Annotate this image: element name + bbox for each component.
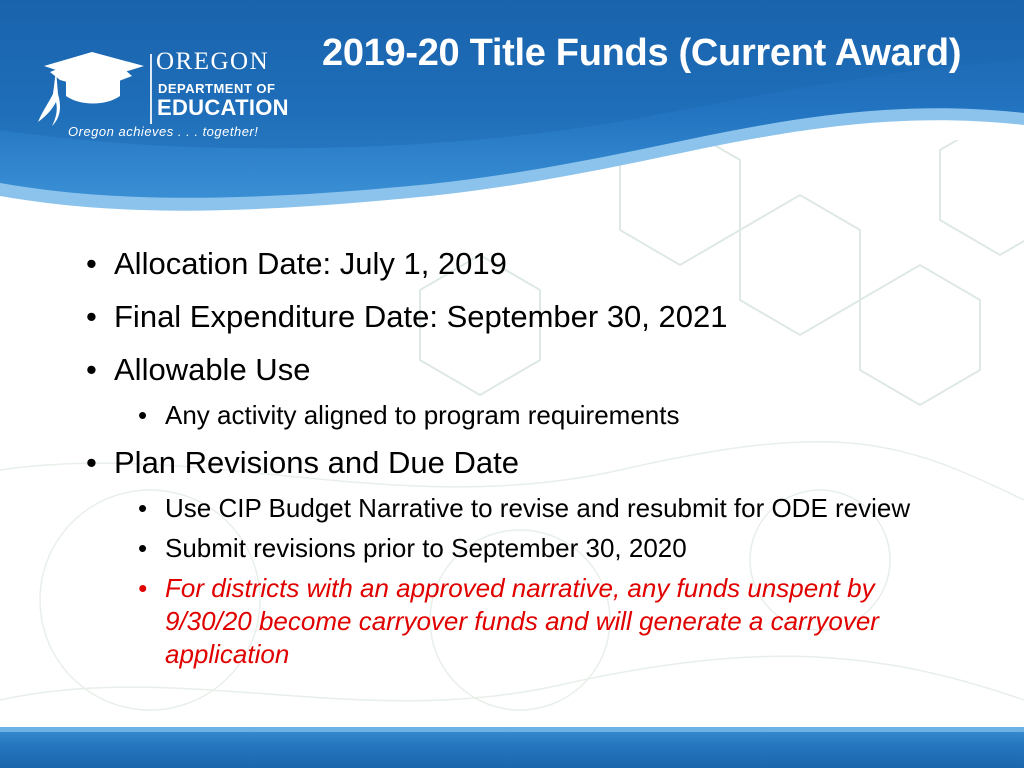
bullet-text: Allocation Date: July 1, 2019 <box>114 246 507 281</box>
bullet-list <box>86 242 966 671</box>
bullet-allocation-date <box>86 242 966 286</box>
sub-bullet-any-activity <box>86 399 966 432</box>
slide-title: 2019-20 Title Funds (Current Award) <box>322 32 962 74</box>
sub-bullet-submit-revisions <box>86 532 966 565</box>
logo-department-text: DEPARTMENT OF <box>158 81 276 96</box>
bullet-final-expenditure-date <box>86 295 966 339</box>
sub-bullet-carryover-note <box>86 572 966 671</box>
logo-divider <box>150 54 152 124</box>
bullet-dot: • <box>86 445 97 480</box>
bullet-dot: • <box>86 246 97 281</box>
bullet-dot: • <box>86 299 97 334</box>
bullet-text: Allowable Use <box>114 352 311 387</box>
logo-education-text: EDUCATION <box>157 95 289 120</box>
bullet-plan-revisions <box>86 441 966 485</box>
bullet-text: Final Expenditure Date: September 30, 2021 <box>114 299 728 334</box>
sub-bullet-use-cip <box>86 492 966 525</box>
bullet-text: Submit revisions prior to September 30, 2020 <box>165 533 687 563</box>
bullet-dot: • <box>138 493 148 523</box>
logo-oregon-text: OREGON <box>156 48 270 75</box>
bullet-text: Any activity aligned to program requirements <box>165 400 680 430</box>
oregon-graduation-cap-icon <box>36 52 148 128</box>
logo-tagline: Oregon achieves . . . together! <box>68 124 259 139</box>
bullet-allowable-use <box>86 348 966 392</box>
bullet-dot: • <box>138 533 148 563</box>
bullet-text: Use CIP Budget Narrative to revise and resubmit for ODE review <box>165 493 911 523</box>
bullet-dot: • <box>138 400 148 430</box>
bullet-dot: • <box>86 352 97 387</box>
bullet-text: For districts with an approved narrative, any funds unspent by 9/30/20 become carryover funds and will generate a carryover application <box>165 573 879 669</box>
footer-bar <box>0 727 1024 768</box>
oregon-doe-logo <box>36 46 296 150</box>
bullet-dot: • <box>138 573 148 603</box>
bullet-text: Plan Revisions and Due Date <box>114 445 519 480</box>
